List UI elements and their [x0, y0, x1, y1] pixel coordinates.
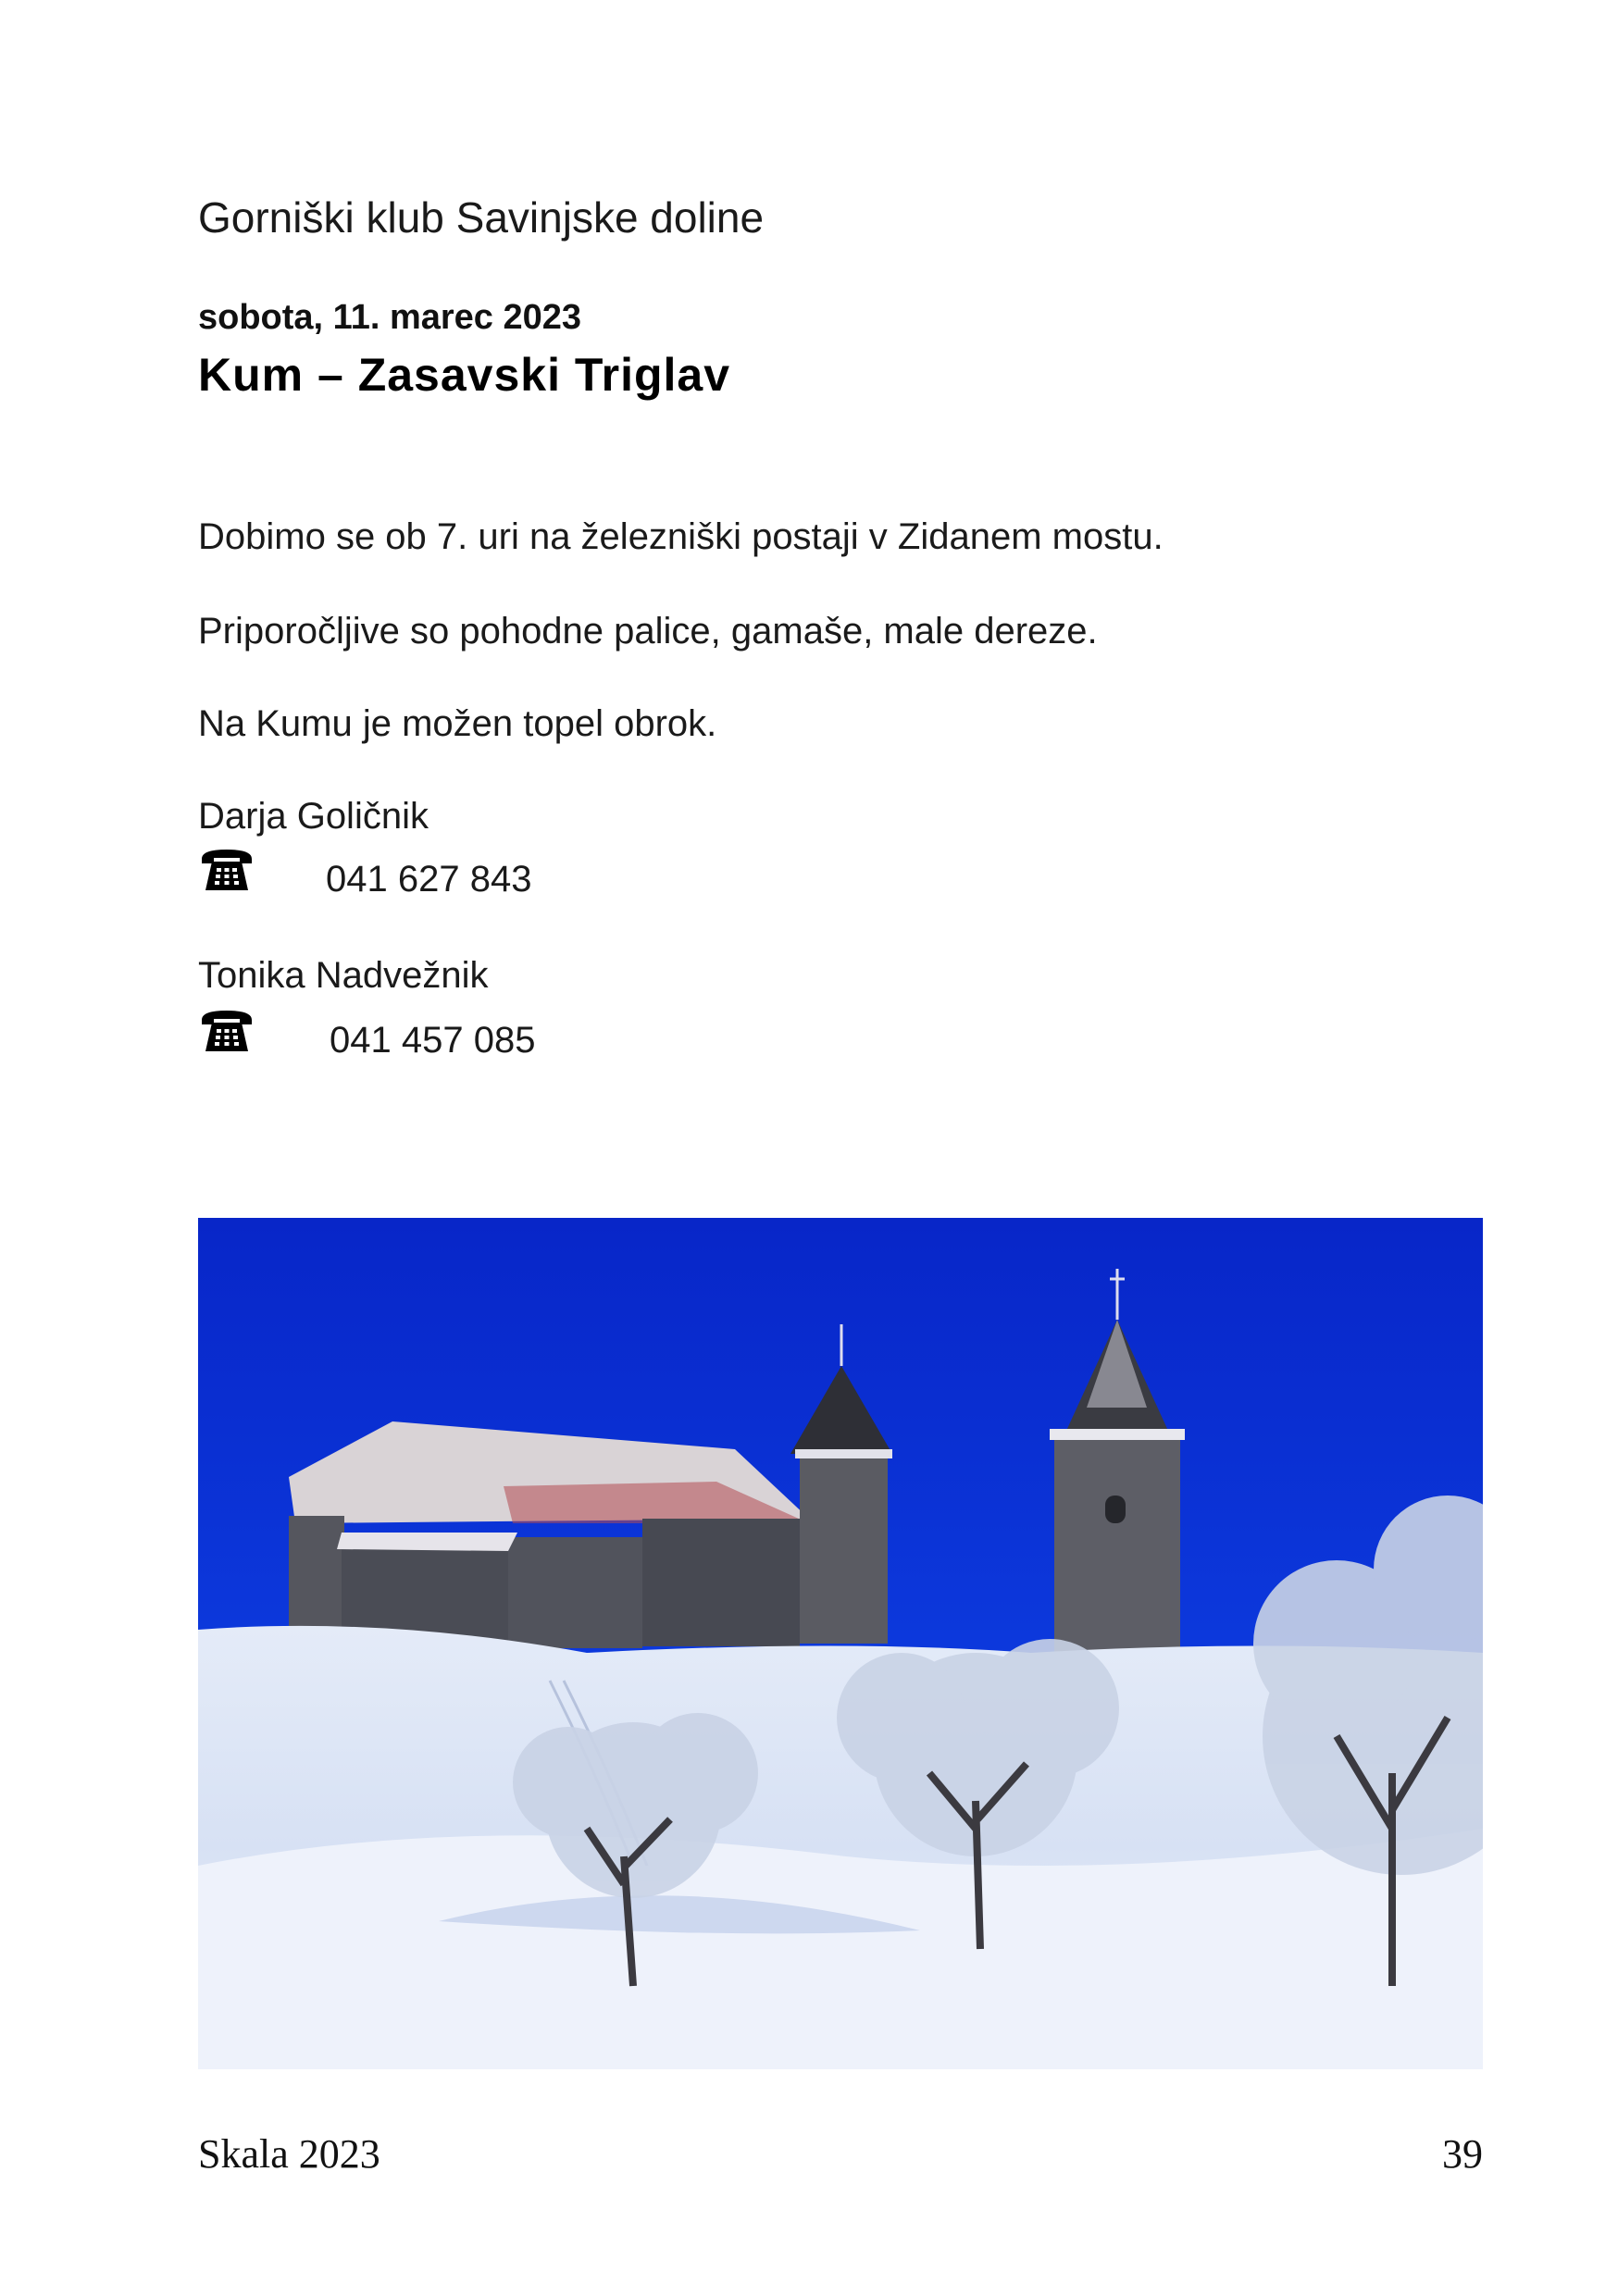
publication-name: Skala 2023: [198, 2131, 380, 2177]
equipment-info: Priporočljive so pohodne palice, gamaše, male dereze.: [198, 611, 1098, 652]
contact-name: Darja Goličnik: [198, 796, 429, 837]
church-winter-photo: [198, 1218, 1483, 2069]
club-name: Gorniški klub Savinjske doline: [198, 193, 765, 242]
event-title: Kum – Zasavski Triglav: [198, 349, 731, 401]
page-number: 39: [1442, 2131, 1483, 2177]
meeting-info: Dobimo se ob 7. uri na železniški postaji v Zidanem mostu.: [198, 516, 1164, 557]
meal-info: Na Kumu je možen topel obrok.: [198, 703, 717, 744]
telephone-icon: [198, 846, 255, 894]
telephone-icon: [198, 1007, 255, 1055]
contact-phone: 041 457 085: [330, 1020, 536, 1061]
event-date: sobota, 11. marec 2023: [198, 298, 582, 337]
contact-phone: 041 627 843: [326, 859, 532, 900]
contact-name: Tonika Nadvežnik: [198, 955, 489, 996]
